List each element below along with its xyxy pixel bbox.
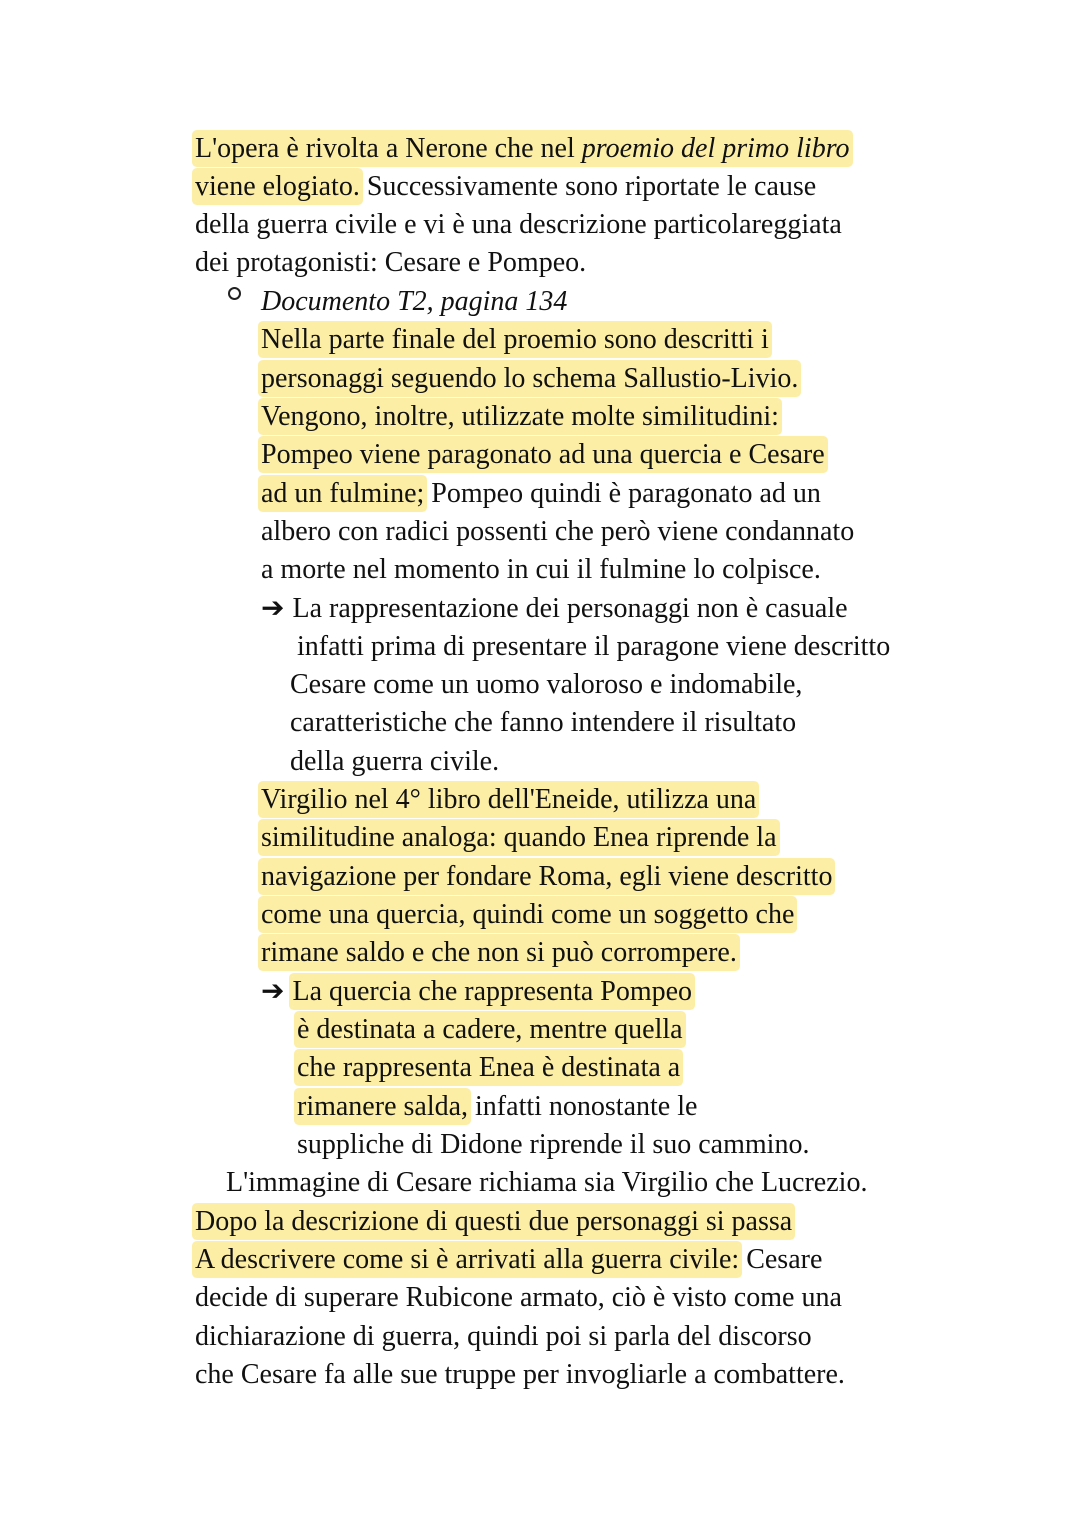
closing-line-1: L'immagine di Cesare richiama sia Virgilio che Lucrezio.: [226, 1167, 868, 1198]
arrow2-line-3: che rappresenta Enea è destinata a: [297, 1052, 681, 1083]
arrow2-line-1: ➔ La quercia che rappresenta Pompeo: [261, 976, 693, 1007]
highlight: viene elogiato.: [195, 171, 360, 202]
closing-line-5: dichiarazione di guerra, quindi poi si parla del discorso: [195, 1321, 812, 1352]
paragraph1-line-3: della guerra civile e vi è una descrizione particolareggiata: [195, 209, 842, 240]
arrow1-line-2: infatti prima di presentare il paragone viene descritto: [297, 631, 891, 662]
arrow1-line-1: ➔ La rappresentazione dei personaggi non è casuale: [261, 593, 848, 624]
paragraph1-line-1: [195, 132, 850, 166]
closing-line-2: Dopo la descrizione di questi due personaggi si passa: [195, 1206, 793, 1237]
section2-line-5: rimane saldo e che non si può corrompere.: [261, 937, 737, 968]
arrow1-line-5: della guerra civile.: [290, 746, 500, 777]
section2-line-1: Virgilio nel 4° libro dell'Eneide, utilizza una: [261, 784, 757, 815]
section2-line-3: navigazione per fondare Roma, egli viene descritto: [261, 861, 833, 892]
section2-line-4: come una quercia, quindi come un soggetto che: [261, 899, 795, 930]
section2-line-2: similitudine analoga: quando Enea riprende la: [261, 822, 777, 853]
section1-line-5: ad un fulmine; Pompeo quindi è paragonato ad un: [261, 478, 821, 509]
paragraph1-line-4: dei protagonisti: Cesare e Pompeo.: [195, 247, 587, 278]
section1-line-4: Pompeo viene paragonato ad una quercia e Cesare: [261, 439, 825, 470]
arrow2-line-4: rimanere salda, infatti nonostante le: [297, 1091, 698, 1122]
section1-line-1: Nella parte finale del proemio sono descritti i: [261, 324, 769, 355]
arrow1-line-3: Cesare come un uomo valoroso e indomabile,: [290, 669, 803, 700]
section1-line-7: a morte nel momento in cui il fulmine lo colpisce.: [261, 554, 821, 585]
arrow2-line-2: è destinata a cadere, mentre quella: [297, 1014, 683, 1045]
arrow1-line-4: caratteristiche che fanno intendere il risultato: [290, 707, 797, 738]
highlight: L'opera è rivolta a Nerone che nel proemio del primo libro: [195, 133, 850, 164]
arrow2-line-5: suppliche di Didone riprende il suo cammino.: [297, 1129, 810, 1160]
closing-line-3: A descrivere come si è arrivati alla guerra civile: Cesare: [195, 1244, 823, 1275]
section1-line-2: personaggi seguendo lo schema Sallustio-Livio.: [261, 363, 799, 394]
closing-line-4: decide di superare Rubicone armato, ciò è visto come una: [195, 1282, 842, 1313]
bullet-title: Documento T2, pagina 134: [261, 286, 568, 317]
section1-line-6: albero con radici possenti che però viene condannato: [261, 516, 855, 547]
arrow-right-icon: ➔: [261, 976, 285, 1007]
paragraph1-line-2: viene elogiato. Successivamente sono riportate le cause: [195, 171, 817, 202]
arrow-right-icon: ➔: [261, 593, 285, 624]
closing-line-6: che Cesare fa alle sue truppe per invogliarle a combattere.: [195, 1359, 845, 1390]
circle-bullet-icon: [228, 287, 241, 300]
section1-line-3: Vengono, inoltre, utilizzate molte similitudini:: [261, 401, 779, 432]
